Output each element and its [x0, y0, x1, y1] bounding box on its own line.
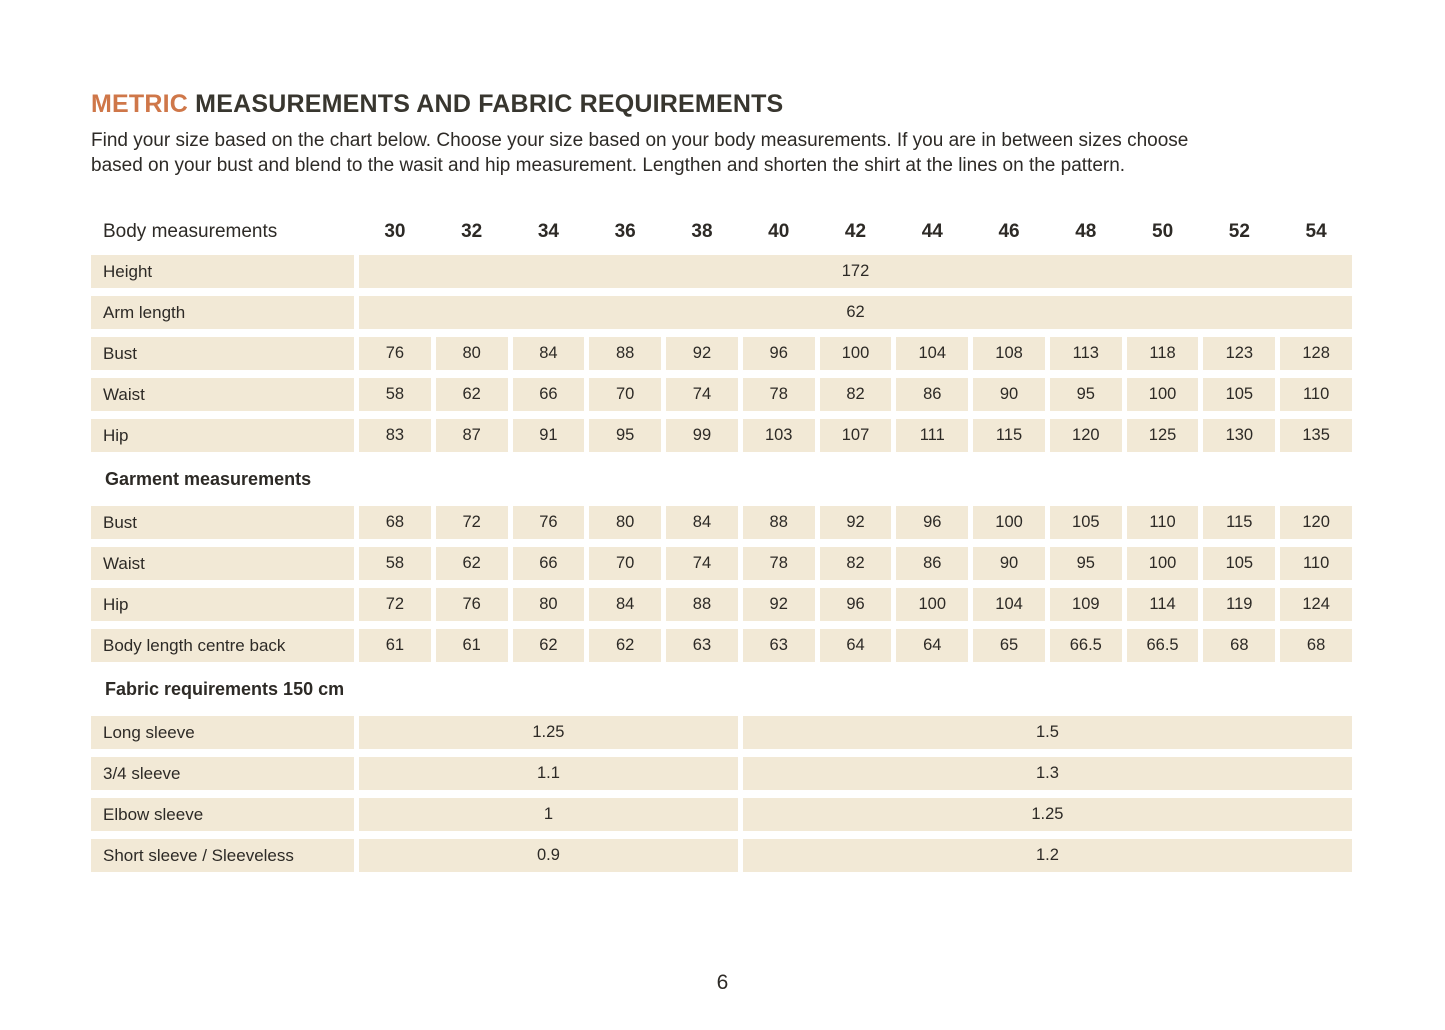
value-cell: 66 [513, 547, 585, 580]
value-cell: 90 [973, 547, 1045, 580]
row-label: Waist [91, 378, 354, 411]
value-cell: 107 [820, 419, 892, 452]
value-cell: 100 [973, 506, 1045, 539]
page-header [91, 90, 1371, 178]
value-cell: 65 [973, 629, 1045, 662]
value-cell: 64 [820, 629, 892, 662]
value-cell: 105 [1050, 506, 1122, 539]
value-cell: 61 [359, 629, 431, 662]
value-cell: 104 [896, 337, 968, 370]
value-cell: 92 [820, 506, 892, 539]
value-cell: 68 [359, 506, 431, 539]
merged-value-cell-left: 1 [359, 798, 738, 831]
merged-value-cell-right: 1.2 [743, 839, 1352, 872]
value-cell: 96 [743, 337, 815, 370]
row-label: Elbow sleeve [91, 798, 354, 831]
value-cell: 128 [1280, 337, 1352, 370]
value-cell: 120 [1050, 419, 1122, 452]
value-cell: 109 [1050, 588, 1122, 621]
size-column-header: 42 [844, 221, 867, 242]
measurement-table [91, 217, 1352, 872]
value-cell: 115 [1203, 506, 1275, 539]
size-column-header: 30 [384, 221, 406, 242]
row-label: Long sleeve [91, 716, 354, 749]
value-cell: 105 [1203, 378, 1275, 411]
value-cell: 95 [589, 419, 661, 452]
value-cell: 58 [359, 378, 431, 411]
page-title-rest: MEASUREMENTS AND FABRIC REQUIREMENTS [188, 90, 784, 118]
value-cell: 104 [973, 588, 1045, 621]
merged-value-cell-left: 1.25 [359, 716, 738, 749]
value-cell: 78 [743, 547, 815, 580]
value-cell: 63 [666, 629, 738, 662]
page-title-accent: METRIC [91, 90, 189, 118]
size-column-header: 50 [1152, 221, 1174, 242]
value-cell: 63 [743, 629, 815, 662]
value-cell: 118 [1127, 337, 1199, 370]
value-cell: 82 [820, 547, 892, 580]
value-cell: 125 [1127, 419, 1199, 452]
value-cell: 130 [1203, 419, 1275, 452]
value-cell: 123 [1203, 337, 1275, 370]
size-column-header: 36 [614, 221, 636, 242]
value-cell: 92 [743, 588, 815, 621]
merged-value-cell-right: 1.5 [743, 716, 1352, 749]
value-cell: 58 [359, 547, 431, 580]
value-cell: 83 [359, 419, 431, 452]
section-header: Garment measurements [105, 468, 312, 489]
value-cell: 114 [1127, 588, 1199, 621]
value-cell: 90 [973, 378, 1045, 411]
value-cell: 88 [666, 588, 738, 621]
merged-value-cell-left: 0.9 [359, 839, 738, 872]
size-column-header: 54 [1305, 221, 1327, 242]
value-cell: 111 [896, 419, 968, 452]
value-cell: 74 [666, 378, 738, 411]
value-cell: 62 [589, 629, 661, 662]
value-cell: 80 [513, 588, 585, 621]
section-header: Fabric requirements 150 cm [105, 678, 345, 699]
value-cell: 84 [666, 506, 738, 539]
value-cell: 115 [973, 419, 1045, 452]
row-label: Hip [91, 588, 354, 621]
value-cell: 119 [1203, 588, 1275, 621]
value-cell: 110 [1280, 547, 1352, 580]
value-cell: 120 [1280, 506, 1352, 539]
value-cell: 84 [589, 588, 661, 621]
value-cell: 96 [896, 506, 968, 539]
value-cell: 84 [513, 337, 585, 370]
value-cell: 96 [820, 588, 892, 621]
value-cell: 87 [436, 419, 508, 452]
value-cell: 88 [743, 506, 815, 539]
size-column-header: 48 [1075, 221, 1097, 242]
size-column-header: 32 [461, 221, 483, 242]
value-cell: 88 [589, 337, 661, 370]
value-cell: 86 [896, 547, 968, 580]
size-column-header: 34 [537, 221, 559, 242]
value-cell: 135 [1280, 419, 1352, 452]
value-cell: 61 [436, 629, 508, 662]
value-cell: 100 [1127, 378, 1199, 411]
value-cell: 95 [1050, 378, 1122, 411]
value-cell: 100 [896, 588, 968, 621]
size-column-header: 46 [998, 221, 1020, 242]
merged-value-cell-right: 1.3 [743, 757, 1352, 790]
value-cell: 76 [436, 588, 508, 621]
page-title [91, 90, 1371, 119]
value-cell: 124 [1280, 588, 1352, 621]
value-cell: 110 [1127, 506, 1199, 539]
intro-text [91, 128, 1371, 178]
value-cell: 110 [1280, 378, 1352, 411]
merged-value-cell: 62 [359, 296, 1352, 329]
value-cell: 86 [896, 378, 968, 411]
value-cell: 62 [513, 629, 585, 662]
value-cell: 72 [436, 506, 508, 539]
page-number: 6 [716, 971, 729, 994]
value-cell: 105 [1203, 547, 1275, 580]
row-label: Arm length [91, 296, 354, 329]
row-label: Body length centre back [91, 629, 354, 662]
merged-value-cell: 172 [359, 255, 1352, 288]
row-label: Height [91, 255, 354, 288]
merged-value-cell-left: 1.1 [359, 757, 738, 790]
row-label: Bust [91, 337, 354, 370]
value-cell: 68 [1280, 629, 1352, 662]
size-column-header: 40 [768, 221, 790, 242]
value-cell: 76 [359, 337, 431, 370]
value-cell: 95 [1050, 547, 1122, 580]
value-cell: 80 [589, 506, 661, 539]
value-cell: 68 [1203, 629, 1275, 662]
value-cell: 91 [513, 419, 585, 452]
row-label: 3/4 sleeve [91, 757, 354, 790]
value-cell: 92 [666, 337, 738, 370]
intro-line-1: Find your size based on the chart below. Choose your size based on your body measurements. If you are in between sizes choose [91, 130, 1189, 151]
value-cell: 70 [589, 547, 661, 580]
value-cell: 103 [743, 419, 815, 452]
size-column-header: 44 [921, 221, 943, 242]
value-cell: 100 [1127, 547, 1199, 580]
value-cell: 64 [896, 629, 968, 662]
size-column-header: 52 [1228, 221, 1250, 242]
value-cell: 62 [436, 378, 508, 411]
value-cell: 99 [666, 419, 738, 452]
value-cell: 74 [666, 547, 738, 580]
value-cell: 113 [1050, 337, 1122, 370]
intro-line-2: based on your bust and blend to the wasit and hip measurement. Lengthen and shorten the shirt at the lines on the pattern. [91, 155, 1126, 176]
value-cell: 78 [743, 378, 815, 411]
value-cell: 62 [436, 547, 508, 580]
size-column-header: 38 [691, 221, 713, 242]
column-header-label: Body measurements [103, 221, 278, 242]
value-cell: 66.5 [1127, 629, 1199, 662]
value-cell: 76 [513, 506, 585, 539]
row-label: Hip [91, 419, 354, 452]
value-cell: 108 [973, 337, 1045, 370]
value-cell: 72 [359, 588, 431, 621]
value-cell: 66 [513, 378, 585, 411]
value-cell: 82 [820, 378, 892, 411]
value-cell: 100 [820, 337, 892, 370]
row-label: Waist [91, 547, 354, 580]
merged-value-cell-right: 1.25 [743, 798, 1352, 831]
row-label: Short sleeve / Sleeveless [91, 839, 354, 872]
value-cell: 80 [436, 337, 508, 370]
value-cell: 66.5 [1050, 629, 1122, 662]
value-cell: 70 [589, 378, 661, 411]
row-label: Bust [91, 506, 354, 539]
